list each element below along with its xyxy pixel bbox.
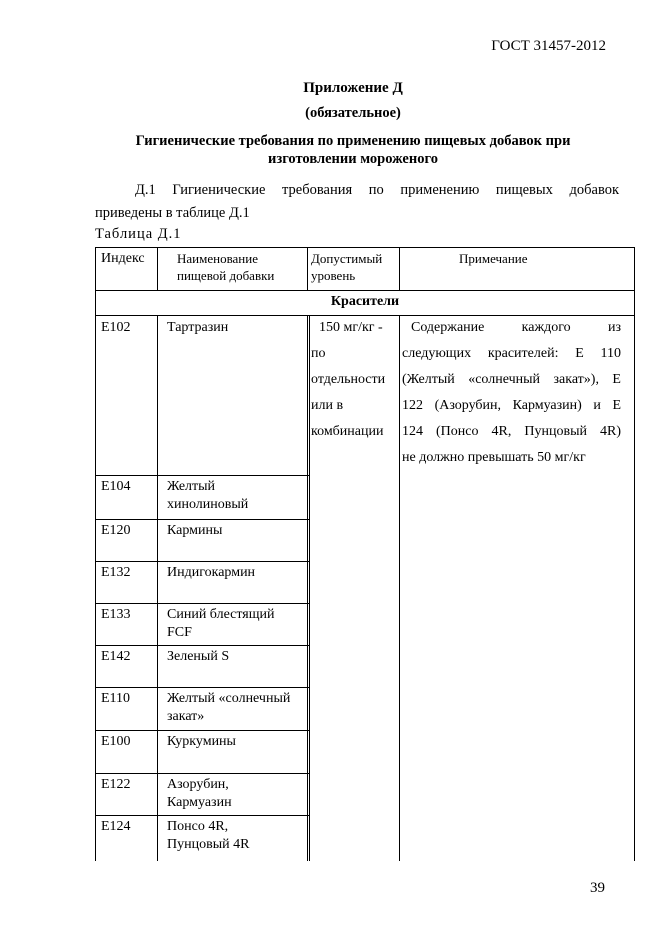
header-level-line2: уровень (311, 268, 356, 283)
row-name-cont: Пунцовый 4R (167, 837, 250, 852)
document-code: ГОСТ 31457-2012 (491, 38, 606, 54)
appendix-title: Приложение Д (303, 80, 403, 96)
additives-table (95, 247, 635, 861)
row-name: Кармины (167, 523, 223, 538)
row-name: Синий блестящий (167, 607, 275, 622)
intro-line1: Д.1 Гигиенические требования по применению пищевых добавок (135, 182, 619, 198)
row-name: Азорубин, (167, 777, 229, 792)
row-name: Индигокармин (167, 565, 256, 580)
header-index: Индекс (101, 251, 145, 266)
row-name: Тартразин (167, 320, 229, 335)
appendix-heading-line2: изготовлении мороженого (268, 151, 438, 167)
header-note: Примечание (459, 251, 528, 266)
level-line2: по (311, 346, 326, 361)
header-level-line1: Допустимый (311, 251, 383, 266)
header-name-line1: Наименование (177, 251, 258, 266)
row-index: Е120 (101, 523, 131, 538)
intro-paragraph (95, 179, 619, 225)
row-name: Понсо 4R, (167, 819, 229, 834)
row-name: Куркумины (167, 734, 236, 749)
appendix-heading-line1: Гигиенические требования по применению пищевых добавок при (135, 133, 571, 149)
row-index: Е122 (101, 777, 131, 792)
note-line3: (Желтый «солнечный закат»), Е (402, 372, 621, 387)
intro-line2: приведены в таблице Д.1 (95, 205, 250, 221)
level-line4: или в (311, 398, 344, 413)
table-caption: Таблица Д.1 (95, 226, 182, 242)
level-line1: 150 мг/кг - (319, 320, 383, 335)
row-index: Е132 (101, 565, 131, 580)
row-name: Зеленый S (167, 649, 230, 664)
page-number: 39 (590, 880, 605, 896)
row-index: Е110 (101, 691, 131, 706)
appendix-status: (обязательное) (305, 105, 401, 121)
row-name-cont: Кармуазин (167, 795, 232, 810)
row-name-cont: хинолиновый (167, 497, 249, 512)
note-line4: 122 (Азорубин, Кармуазин) и Е (402, 398, 621, 413)
level-line3: отдельности (311, 372, 386, 387)
note-line2: следующих красителей: Е 110 (402, 346, 621, 361)
row-name-cont: FCF (167, 625, 192, 640)
row-index: Е100 (101, 734, 131, 749)
header-name-line2: пищевой добавки (177, 268, 275, 283)
row-index: Е102 (101, 320, 131, 335)
row-name-cont: закат» (167, 709, 205, 724)
row-index: Е124 (101, 819, 131, 834)
row-name: Желтый (167, 479, 216, 494)
row-index: Е142 (101, 649, 131, 664)
row-index: Е104 (101, 479, 131, 494)
row-name: Желтый «солнечный (167, 691, 291, 706)
row-index: Е133 (101, 607, 131, 622)
level-line5: комбинации (311, 424, 384, 439)
note-line1: Содержание каждого из (411, 320, 621, 335)
note-line5: 124 (Понсо 4R, Пунцовый 4R) (402, 424, 621, 439)
note-line6: не должно превышать 50 мг/кг (402, 450, 586, 465)
section-dyes: Красители (330, 294, 400, 309)
